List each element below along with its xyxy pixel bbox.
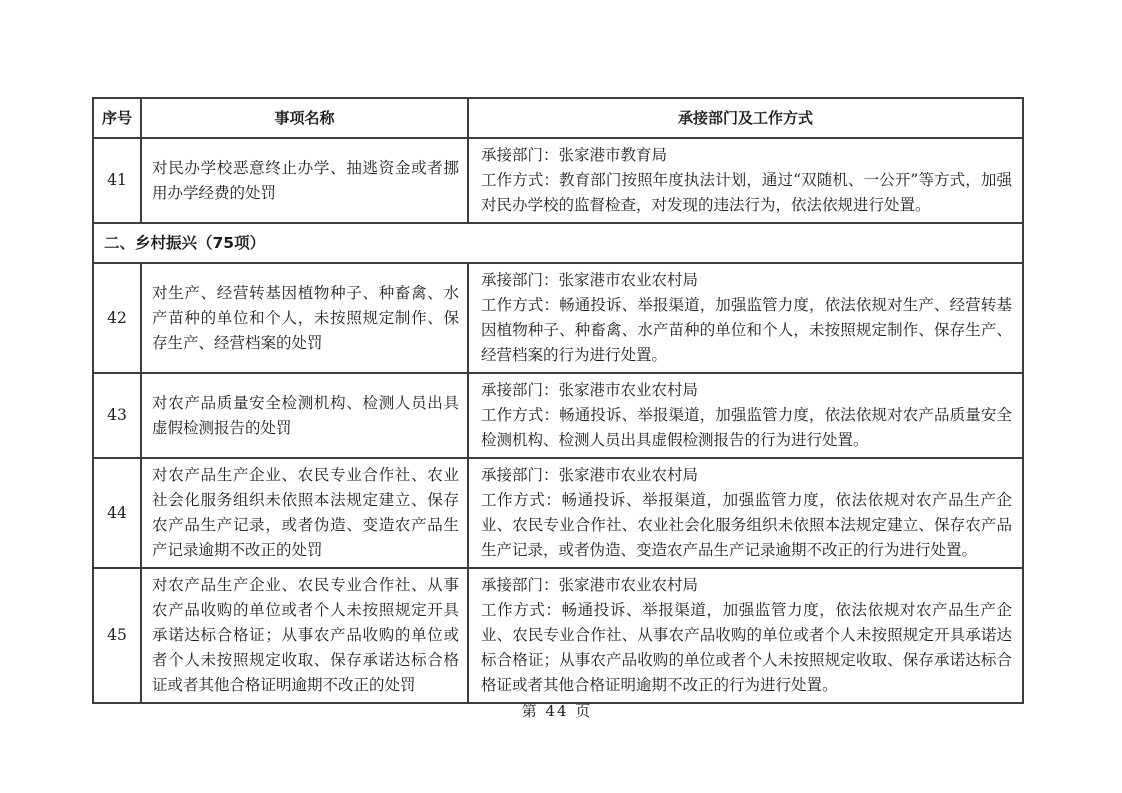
col-header-department: 承接部门及工作方式 — [468, 98, 1023, 138]
detail-cell — [468, 373, 1023, 458]
table-header-row — [93, 98, 1023, 138]
table-row — [93, 138, 1023, 223]
dept-line: 承接部门：张家港市农业农村局 — [481, 576, 699, 594]
method-line: 工作方式：畅通投诉、举报渠道，加强监管力度，依法依规对生产、经营转基因植物种子、种畜禽、水产苗种的单位和个人，未按照规定制作、保存生产、经营档案的行为进行处置。 — [481, 296, 1012, 364]
row-seq: 43 — [93, 373, 141, 458]
method-line: 工作方式：畅通投诉、举报渠道，加强监管力度，依法依规对农产品生产企业、农民专业合作社、从事农产品收购的单位或者个人未按照规定开具承诺达标合格证；从事农产品收购的单位或者个人未按照规定收取、保存承诺达标合格证或者其他合格证明逾期不改正的行为进行处置。 — [481, 601, 1012, 694]
table-row — [93, 568, 1023, 703]
row-seq: 42 — [93, 263, 141, 373]
method-line: 工作方式：畅通投诉、举报渠道，加强监管力度，依法依规对农产品生产企业、农民专业合作社、农业社会化服务组织未依照本法规定建立、保存农产品生产记录，或者伪造、变造农产品生产记录逾期不改正的行为进行处置。 — [481, 491, 1012, 559]
detail-cell — [468, 138, 1023, 223]
row-seq: 45 — [93, 568, 141, 703]
col-header-seq: 序号 — [93, 98, 141, 138]
dept-line: 承接部门：张家港市农业农村局 — [481, 271, 699, 289]
detail-cell — [468, 458, 1023, 568]
detail-cell — [468, 568, 1023, 703]
item-name-cell: 对民办学校恶意终止办学、抽逃资金或者挪用办学经费的处罚 — [141, 138, 468, 223]
item-name-cell: 对农产品生产企业、农民专业合作社、农业社会化服务组织未依照本法规定建立、保存农产品生产记录，或者伪造、变造农产品生产记录逾期不改正的处罚 — [141, 458, 468, 568]
col-header-item-name: 事项名称 — [141, 98, 468, 138]
table-row — [93, 373, 1023, 458]
table-row — [93, 458, 1023, 568]
method-line: 工作方式：畅通投诉、举报渠道，加强监管力度，依法依规对农产品质量安全检测机构、检测人员出具虚假检测报告的行为进行处置。 — [481, 406, 1012, 449]
method-line: 工作方式：教育部门按照年度执法计划，通过“双随机、一公开”等方式，加强对民办学校的监督检查，对发现的违法行为，依法依规进行处置。 — [481, 171, 1012, 214]
dept-line: 承接部门：张家港市农业农村局 — [481, 381, 699, 399]
item-name-cell: 对农产品质量安全检测机构、检测人员出具虚假检测报告的处罚 — [141, 373, 468, 458]
item-name-cell: 对生产、经营转基因植物种子、种畜禽、水产苗种的单位和个人，未按照规定制作、保存生产、经营档案的处罚 — [141, 263, 468, 373]
table-row — [93, 263, 1023, 373]
row-seq: 44 — [93, 458, 141, 568]
section-title: 二、乡村振兴（75项） — [93, 223, 1023, 263]
row-seq: 41 — [93, 138, 141, 223]
page-number: 第 44 页 — [521, 702, 593, 720]
detail-cell — [468, 263, 1023, 373]
items-table — [92, 97, 1024, 704]
dept-line: 承接部门：张家港市农业农村局 — [481, 466, 699, 484]
section-header-row — [93, 223, 1023, 263]
dept-line: 承接部门：张家港市教育局 — [481, 146, 668, 164]
item-name-cell: 对农产品生产企业、农民专业合作社、从事农产品收购的单位或者个人未按照规定开具承诺达标合格证；从事农产品收购的单位或者个人未按照规定收取、保存承诺达标合格证或者其他合格证明逾期不改正的处罚 — [141, 568, 468, 703]
